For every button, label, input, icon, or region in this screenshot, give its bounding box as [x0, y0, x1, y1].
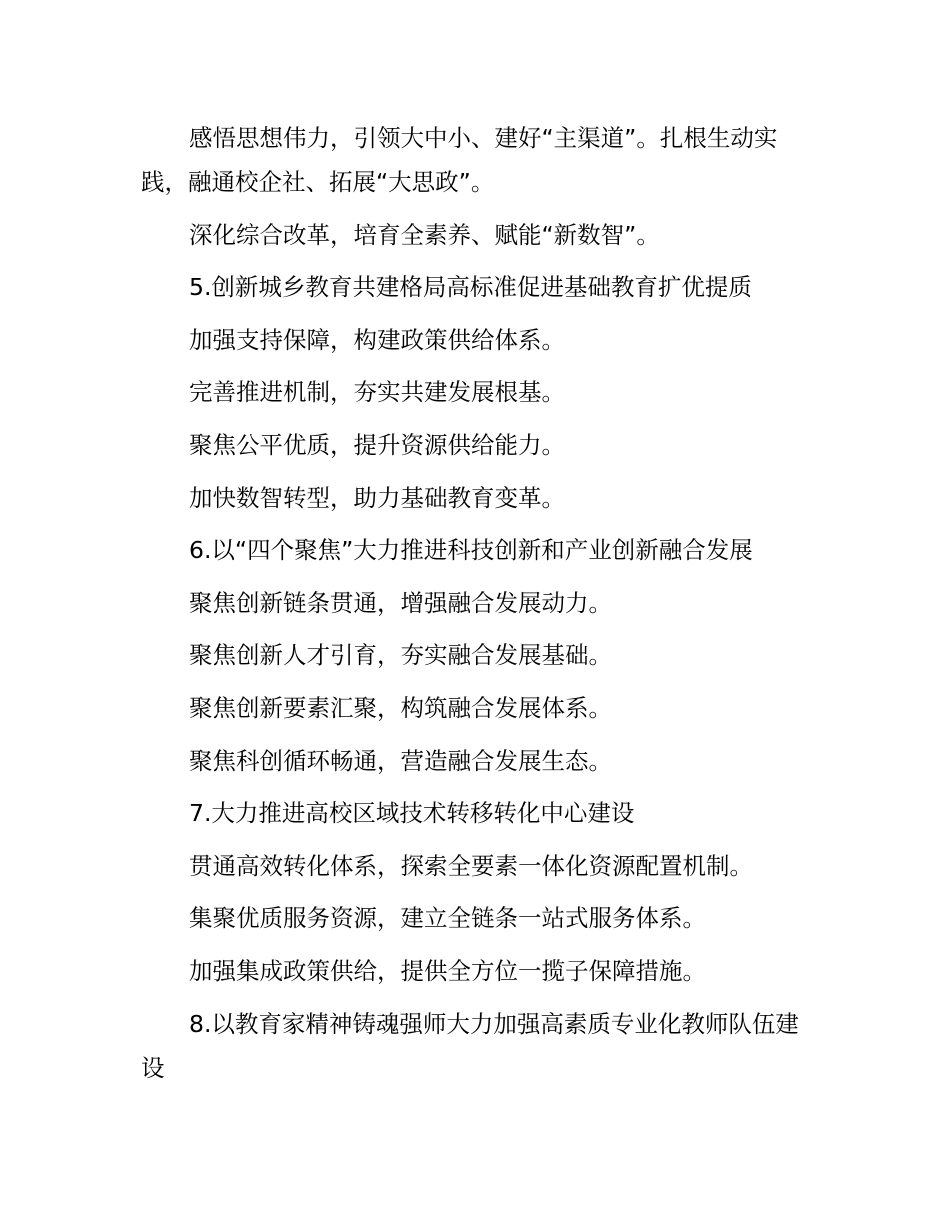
- section-heading: 7.大力推进高校区域技术转移转化中心建设: [189, 799, 635, 828]
- paragraph: 深化综合改革，培育全素养、赋能“新数智”。: [189, 220, 660, 249]
- paragraph: 聚焦公平优质，提升资源供给能力。: [189, 430, 565, 459]
- paragraph: 聚焦创新人才引育，夯实融合发展基础。: [189, 641, 612, 670]
- paragraph: 加强集成政策供给，提供全方位一揽子保障措施。: [189, 956, 706, 985]
- paragraph: 加强支持保障，构建政策供给体系。: [189, 325, 565, 354]
- section-heading: 5.创新城乡教育共建格局高标准促进基础教育扩优提质: [189, 273, 752, 302]
- document-page: [141, 116, 813, 1098]
- section-heading: 6.以“四个聚焦”大力推进科技创新和产业创新融合发展: [189, 536, 753, 565]
- paragraph: 集聚优质服务资源，建立全链条一站式服务体系。: [189, 904, 706, 933]
- paragraph: 聚焦创新链条贯通，增强融合发展动力。: [189, 588, 612, 617]
- paragraph: 贯通高效转化体系，探索全要素一体化资源配置机制。: [189, 851, 753, 880]
- paragraph: 完善推进机制，夯实共建发展根基。: [189, 378, 565, 407]
- paragraph: 聚焦创新要素汇聚，构筑融合发展体系。: [189, 693, 612, 722]
- paragraph: 聚焦科创循环畅通，营造融合发展生态。: [189, 746, 612, 775]
- paragraph: 感悟思想伟力，引领大中小、建好“主渠道”。扎根生动实践，融通校企社、拓展“大思政”。: [141, 124, 778, 196]
- section-heading: 8.以教育家精神铸魂强师大力加强高素质专业化教师队伍建设: [141, 1009, 799, 1082]
- paragraph: 加快数智转型，助力基础教育变革。: [189, 483, 565, 512]
